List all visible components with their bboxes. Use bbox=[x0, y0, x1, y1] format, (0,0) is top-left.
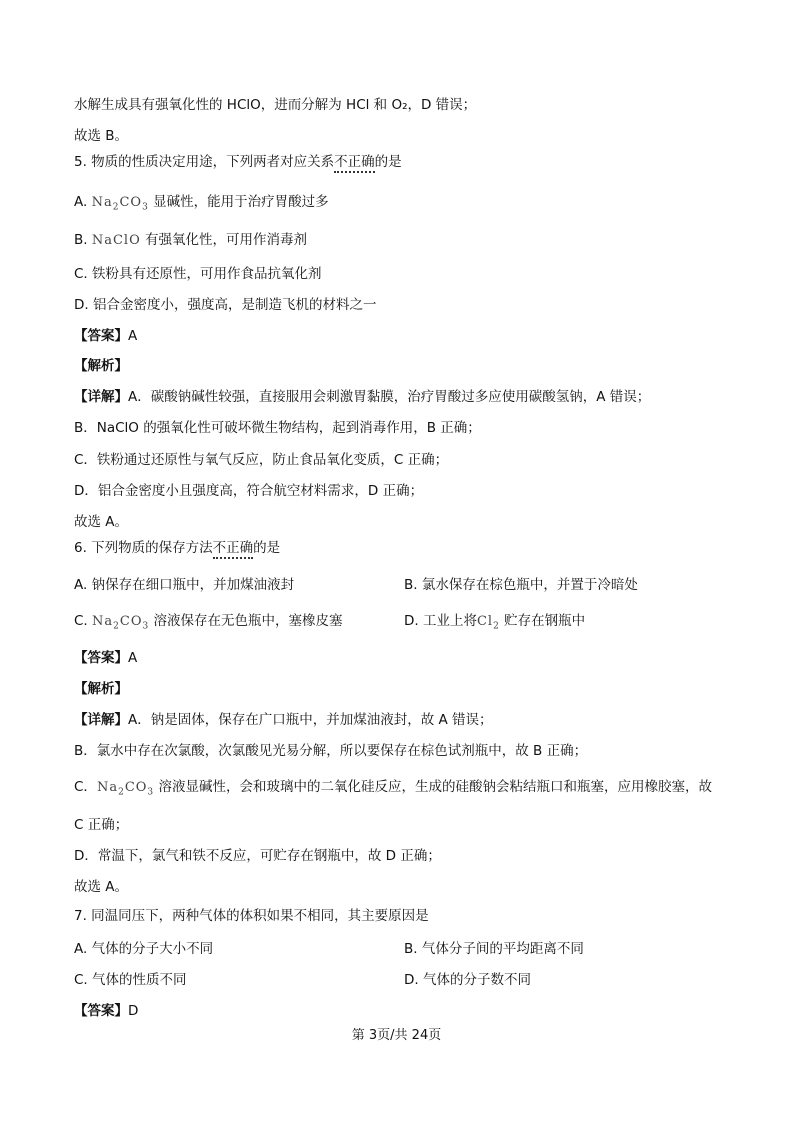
option-d: D. 铝合金密度小，强度高，是制造飞机的材料之一 bbox=[74, 297, 377, 313]
option-a: A. 钠保存在细口瓶中，并加煤油液封 bbox=[74, 577, 295, 593]
option-a: A. 气体的分子大小不同 bbox=[74, 941, 214, 957]
text-line: 故选 A。 bbox=[74, 514, 129, 530]
explanation-line: D．铝合金密度小且强度高，符合航空材料需求，D 正确； bbox=[74, 483, 424, 499]
explanation-line: B．NaClO 的强氧化性可破坏微生物结构，起到消毒作用，B 正确； bbox=[74, 420, 481, 436]
option-label: B. bbox=[74, 232, 88, 248]
answer-line bbox=[74, 1002, 138, 1020]
explanation-line: 【详解】A．钠是固体，保存在广口瓶中，并加煤油液封，故 A 错误； bbox=[74, 712, 493, 728]
text-line: 水解生成具有强氧化性的 HClO，进而分解为 HCl 和 O₂，D 错误； bbox=[74, 97, 477, 113]
explanation-line: C．铁粉通过还原性与氧气反应，防止食品氧化变质，C 正确； bbox=[74, 452, 449, 468]
explanation-line: 【详解】A．碳酸钠碱性较强，直接服用会刺激胃黏膜，治疗胃酸过多应使用碳酸氢钠，A 错误； bbox=[74, 389, 651, 405]
answer-line bbox=[74, 649, 137, 667]
option-b: B. 气体分子间的平均距离不同 bbox=[404, 941, 584, 957]
explanation-line: C 正确； bbox=[74, 817, 129, 833]
chemical-formula: NaClO bbox=[91, 233, 141, 248]
option-c: C. 气体的性质不同 bbox=[74, 972, 187, 988]
analysis-tag: 【解析】 bbox=[74, 358, 128, 374]
option-a bbox=[74, 193, 329, 217]
answer-tag: 【答案】 bbox=[74, 328, 128, 344]
option-c: C. $Na_2CO_3$ 溶液保存在无色瓶中，塞橡皮塞 bbox=[74, 613, 343, 632]
detail-tag: 【详解】 bbox=[74, 389, 128, 405]
analysis-tag: 【解析】 bbox=[74, 681, 128, 697]
question-5-stem bbox=[74, 153, 402, 171]
answer-value: A bbox=[128, 650, 138, 666]
answer-tag: 【答案】 bbox=[74, 650, 128, 666]
answer-value: D bbox=[128, 1003, 139, 1019]
stem-text: 5. 物质的性质决定用途，下列两者对应关系 bbox=[74, 154, 335, 170]
option-d: D. 工业上将$Cl_2$ 贮存在钢瓶中 bbox=[404, 613, 586, 632]
option-b bbox=[74, 231, 307, 250]
answer-value: A bbox=[128, 328, 138, 344]
page-footer: 第 3页/共 24页 bbox=[351, 1028, 442, 1043]
text-line: 故选 A。 bbox=[74, 879, 129, 895]
option-b: B. 氯水保存在棕色瓶中，并置于冷暗处 bbox=[404, 577, 638, 593]
explanation-line: C．$Na_2CO_3$ 溶液显碱性，会和玻璃中的二氧化硅反应，生成的硅酸钠会粘结瓶口和瓶塞，应用橡胶塞，故 bbox=[74, 779, 712, 798]
option-text: 有强氧化性，可用作消毒剂 bbox=[140, 232, 308, 248]
stem-text: 的是 bbox=[374, 154, 402, 170]
option-c: C. 铁粉具有还原性，可用作食品抗氧化剂 bbox=[74, 266, 322, 282]
chemical-formula: $Na_2CO_3$ bbox=[92, 614, 150, 632]
detail-tag: 【详解】 bbox=[74, 712, 128, 728]
question-7-stem: 7. 同温同压下，两种气体的体积如果不相同，其主要原因是 bbox=[74, 908, 429, 924]
text-line: 故选 B。 bbox=[74, 128, 129, 144]
emphasis-text: 不正确 bbox=[213, 540, 254, 559]
answer-tag: 【答案】 bbox=[74, 1003, 128, 1019]
option-d: D. 气体的分子数不同 bbox=[404, 972, 531, 988]
explanation-line: D．常温下，氯气和铁不反应，可贮存在钢瓶中，故 D 正确； bbox=[74, 848, 441, 864]
question-6-stem: 6. 下列物质的保存方法不正确的是 bbox=[74, 539, 280, 557]
option-label: A. bbox=[74, 194, 88, 210]
answer-line bbox=[74, 327, 137, 345]
option-text: 显碱性，能用于治疗胃酸过多 bbox=[148, 194, 329, 210]
emphasis-text: 不正确 bbox=[334, 154, 375, 173]
explanation-line: B．氯水中存在次氯酸，次氯酸见光易分解，所以要保存在棕色试剂瓶中，故 B 正确； bbox=[74, 743, 588, 759]
chemical-formula: $Cl_2$ bbox=[476, 614, 500, 632]
chemical-formula: $Na_2CO_3$ bbox=[96, 780, 155, 798]
chemical-formula: $Na_2CO_3$ bbox=[91, 195, 149, 213]
